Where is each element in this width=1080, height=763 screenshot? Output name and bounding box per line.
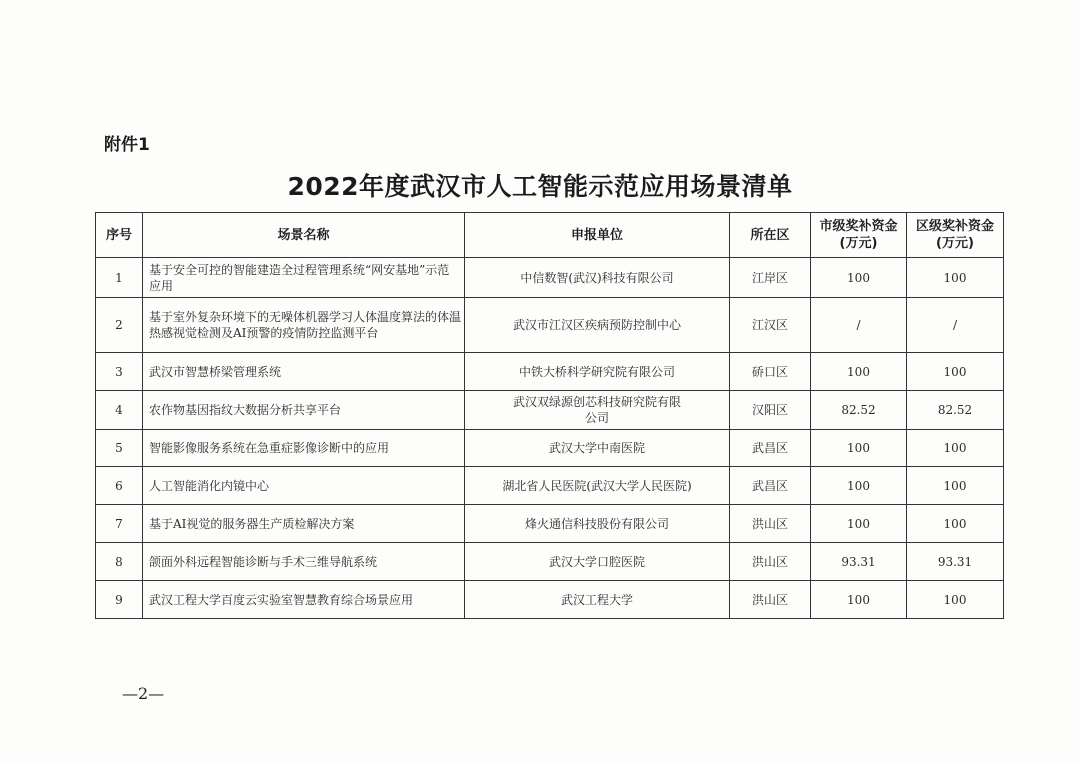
row-scene-name: 武汉工程大学百度云实验室智慧教育综合场景应用 [143,581,465,619]
table-row [96,581,1004,619]
row-unit [465,391,730,430]
row-district-award: 100 [907,467,1004,505]
row-scene-name: 基于AI视觉的服务器生产质检解决方案 [143,505,465,543]
header-scene-name: 场景名称 [143,213,465,258]
header-city-award-line1: 市级奖补资金 [819,219,898,234]
row-index: 9 [96,581,143,619]
row-index: 1 [96,258,143,298]
header-index: 序号 [96,213,143,258]
row-district: 洪山区 [730,581,811,619]
row-district-award: 93.31 [907,543,1004,581]
row-city-award: 82.52 [811,391,907,430]
header-city-award [811,213,907,258]
row-scene-name: 人工智能消化内镜中心 [143,467,465,505]
row-district: 武昌区 [730,430,811,467]
table-row [96,467,1004,505]
scenario-table [95,212,1004,619]
row-unit: 烽火通信科技股份有限公司 [465,505,730,543]
row-district-award: 82.52 [907,391,1004,430]
row-unit: 中信数智(武汉)科技有限公司 [465,258,730,298]
row-unit: 湖北省人民医院(武汉大学人民医院) [465,467,730,505]
row-city-award: 100 [811,258,907,298]
row-district: 洪山区 [730,505,811,543]
row-district: 汉阳区 [730,391,811,430]
row-district-award: 100 [907,430,1004,467]
row-unit: 武汉大学口腔医院 [465,543,730,581]
row-index: 6 [96,467,143,505]
row-city-award: 100 [811,353,907,391]
row-scene-name: 基于安全可控的智能建造全过程管理系统“网安基地”示范应用 [143,258,465,298]
table-row [96,430,1004,467]
attachment-label: 附件1 [104,135,150,155]
row-scene-name: 农作物基因指纹大数据分析共享平台 [143,391,465,430]
row-district-award: / [907,298,1004,353]
row-city-award: 100 [811,581,907,619]
row-index: 2 [96,298,143,353]
row-city-award: / [811,298,907,353]
row-district: 硚口区 [730,353,811,391]
row-district: 江岸区 [730,258,811,298]
table-row [96,258,1004,298]
row-index: 7 [96,505,143,543]
row-city-award: 93.31 [811,543,907,581]
row-scene-name: 颌面外科远程智能诊断与手术三维导航系统 [143,543,465,581]
header-district-award-line1: 区级奖补资金 [915,219,994,234]
row-district-award: 100 [907,353,1004,391]
table-row [96,353,1004,391]
row-city-award: 100 [811,467,907,505]
row-scene-name: 智能影像服务系统在急重症影像诊断中的应用 [143,430,465,467]
row-index: 4 [96,391,143,430]
row-unit-text: 武汉双绿源创芯科技研究院有限公司 [512,395,681,425]
row-index: 5 [96,430,143,467]
row-district: 洪山区 [730,543,811,581]
document-title: 2022年度武汉市人工智能示范应用场景清单 [287,172,793,201]
header-district: 所在区 [730,213,811,258]
header-district-award-line2: (万元) [936,236,974,251]
table-header-row [96,213,1004,258]
table-row [96,298,1004,353]
row-unit: 中铁大桥科学研究院有限公司 [465,353,730,391]
row-unit: 武汉市江汉区疾病预防控制中心 [465,298,730,353]
row-scene-name: 基于室外复杂环境下的无噪体机器学习人体温度算法的体温热感视觉检测及AI预警的疫情防控监测平台 [143,298,465,353]
table-row [96,543,1004,581]
header-city-award-line2: (万元) [839,236,878,251]
table-row [96,391,1004,430]
row-city-award: 100 [811,505,907,543]
row-city-award: 100 [811,430,907,467]
page-number: —2— [122,684,165,703]
row-district-award: 100 [907,258,1004,298]
header-unit: 申报单位 [465,213,730,258]
row-scene-name: 武汉市智慧桥梁管理系统 [143,353,465,391]
row-district-award: 100 [907,581,1004,619]
row-district-award: 100 [907,505,1004,543]
row-district: 武昌区 [730,467,811,505]
table-row [96,505,1004,543]
row-unit: 武汉大学中南医院 [465,430,730,467]
row-district: 江汉区 [730,298,811,353]
header-district-award [907,213,1004,258]
row-index: 3 [96,353,143,391]
row-unit: 武汉工程大学 [465,581,730,619]
row-index: 8 [96,543,143,581]
